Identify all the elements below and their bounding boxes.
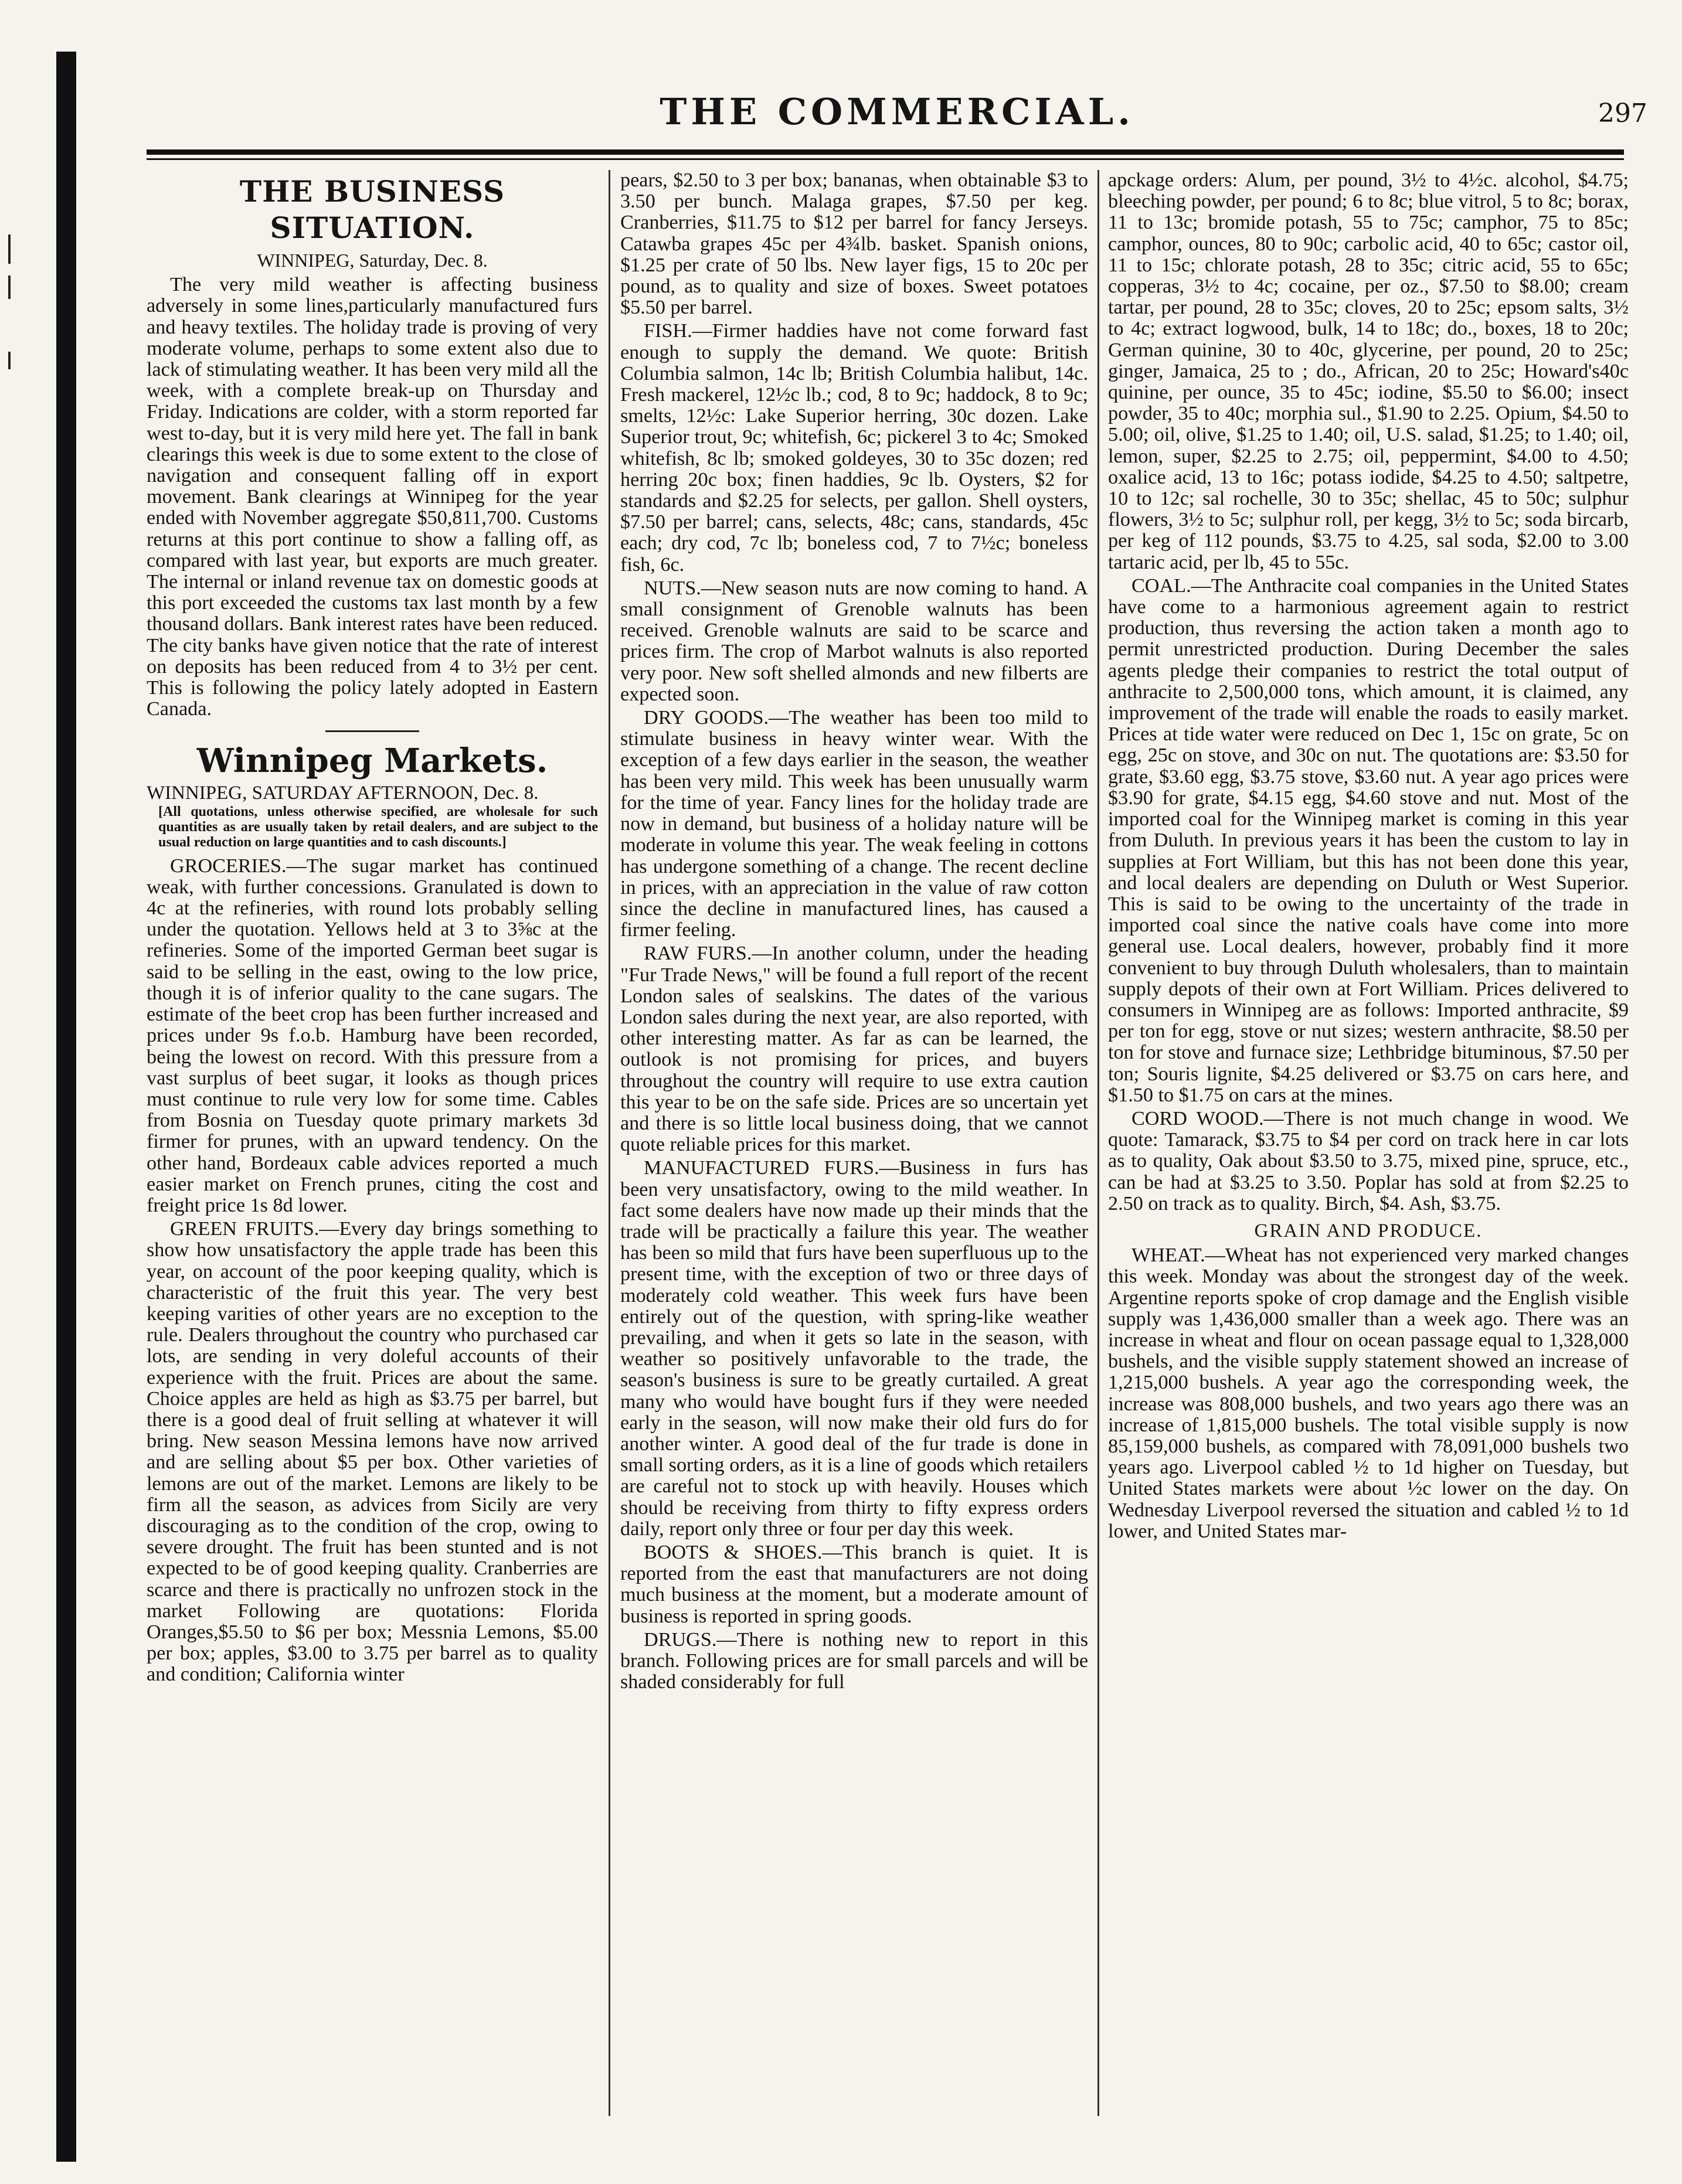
header-rule-thin bbox=[147, 158, 1624, 160]
margin-mark bbox=[8, 352, 11, 369]
dateline: WINNIPEG, Saturday, Dec. 8. bbox=[257, 250, 488, 271]
paragraph-raw-furs: RAW FURS.—In another column, under the heading "Fur Trade News," will be found a full report of the recent London sales of sealskins. The dates of the various London sales during the next year, are also reported, with other interesting matter. As far as can be learned, the outlook is not promising for prices, and buyers throughout the country will require to use extra caution this year to be on the safe side. Prices are so uncertain yet and there is so little local business doing, that we cannot quote reliable prices for this market. bbox=[620, 943, 1088, 1156]
page-number: 297 bbox=[1598, 98, 1647, 128]
paragraph-nuts: NUTS.—New season nuts are now coming to hand. A small consignment of Grenoble walnuts has been received. Grenoble walnuts are said to be scarce and prices firm. The crop of Marbot walnuts is also reported very poor. New soft shelled almonds and new filberts are expected soon. bbox=[620, 577, 1088, 705]
dateline: WINNIPEG, SATURDAY AFTERNOON, Dec. 8. bbox=[147, 783, 539, 804]
paragraph: The very mild weather is affecting business adversely in some lines,particularly manufactured furs and heavy textiles. The holiday trade is proving of very moderate volume, perhaps to some extent also due to lack of stimulating weather. It has been very mild all the week, with a complete break-up on Thursday and Friday. Indications are colder, with a storm reported far west to-day, but it is very mild here yet. The fall in bank clearings this week is due to some extent to the close of navigation and consequent falling off in export movement. Bank clearings at Winnipeg for the year ended with November aggregate $50,811,700. Customs returns at this port continue to show a falling off, as compared with last year, but exports are much greater. The internal or inland revenue tax on domestic goods at this port exceeded the customs tax last month by a few thousand dollars. Bank interest rates have been reduced. The city banks have given notice that the rate of interest on deposits has been reduced from 4 to 3½ per cent. This is following the policy lately adopted in Eastern Canada. bbox=[147, 274, 598, 720]
section-heading: GRAIN AND PRODUCE. bbox=[1254, 1220, 1483, 1241]
article-heading: THE BUSINESS SITUATION. bbox=[239, 174, 505, 245]
masthead bbox=[141, 88, 1653, 147]
paragraph-green-fruits: GREEN FRUITS.—Every day brings something to show how unsatisfactory the apple trade has been this year, on account of the poor keeping quality, which is characteristic of the fruit this year. The very best keeping varities of other years are no exception to the rule. Dealers throughout the country who purchased car lots, are sending in very doleful accounts of their experience with the fruit. Prices are about the same. Choice apples are held as high as $3.75 per barrel, but there is a good deal of fruit selling at whatever it will bring. New season Messina lemons have now arrived and are selling about $5 per box. Other varieties of lemons are out of the market. Lemons are likely to be firm all the season, as advices from Sicily are very discouraging as to the condition of the crop, owing to severe drought. The fruit has been stunted and is not expected to be of good keeping quality. Cranberries are scarce and there is practically no unfrozen stock in the market Following are quotations: Florida Oranges,$5.50 to $6 per box; Messnia Lemons, $5.00 per box; apples, $3.00 to 3.75 per barrel as to quality and condition; California winter bbox=[147, 1218, 598, 1686]
divider bbox=[325, 730, 419, 732]
binding-strip bbox=[56, 52, 76, 2162]
column-2 bbox=[620, 170, 1088, 2128]
article-heading: Winnipeg Markets. bbox=[196, 741, 548, 781]
paragraph-boots-shoes: BOOTS & SHOES.—This branch is quiet. It is reported from the east that manufacturers are not doing much business at the moment, but a moderate amount of business is reported in spring goods. bbox=[620, 1542, 1088, 1627]
column-rule bbox=[609, 170, 610, 2116]
paragraph-drugs: DRUGS.—There is nothing new to report in this branch. Following prices are for small parcels and will be shaded considerably for full bbox=[620, 1628, 1088, 1693]
paragraph: pears, $2.50 to 3 per box; bananas, when obtainable $3 to 3.50 per bunch. Malaga grapes, $7.50 per keg. Cranberries, $11.75 to $12 per barrel for fancy Jerseys. Catawba grapes 45c per 4¾lb. basket. Spanish onions, $1.25 per crate of 50 lbs. New layer figs, 15 to 20c per pound, as to quality and size of boxes. Sweet potatoes $5.50 per barrel. bbox=[620, 170, 1088, 319]
paragraph-groceries: GROCERIES.—The sugar market has continued weak, with further concessions. Granulated is down to 4c at the refineries, with round lots probably selling under the quotation. Yellows held at 3 to 3⅝c at the refineries. Some of the imported German beet sugar is said to be selling in the east, owing to the low price, though it is of inferior quality to the cane sugars. The estimate of the beet crop has been further increased and prices under 9s f.o.b. Hamburg have been recorded, being the lowest on record. With this pressure from a vast surplus of beet sugar, it looks as though prices must continue to rule very low for some time. Cables from Bosnia on Tuesday quote primary markets 3d firmer for prunes, with an upward tendency. On the other hand, Bordeaux cable advices reported a much easier market on French prunes, citing the cost and freight price 1s 8d lower. bbox=[147, 855, 598, 1216]
margin-mark bbox=[8, 234, 11, 264]
paragraph-fish: FISH.—Firmer haddies have not come forward fast enough to supply the demand. We quote: British Columbia salmon, 14c lb; British Columbia halibut, 14c. Fresh mackerel, 12½c lb.; cod, 8 to 9c; haddock, 8 to 9c; smelts, 12½c: Lake Superior herring, 30c dozen. Lake Superior trout, 9c; whitefish, 6c; pickerel 3 to 4c; Smoked whitefish, 8c lb; smoked goldeyes, 30 to 35c dozen; red herring 20c box; finen haddies, 9c lb. Oysters, $2 for standards and $2.25 for selects, per gallon. Shell oysters, $7.50 per barrel; cans, selects, 48c; cans, standards, 45c each; dry cod, 7c lb; boneless cod, 7 to 7½c; boneless fish, 6c. bbox=[620, 320, 1088, 576]
paragraph-coal: COAL.—The Anthracite coal companies in the United States have come to a harmonious agreement again to restrict production, thus reversing the action taken a month ago to permit unrestricted production. During December the sales agents pledge their companies to restrict the total output of anthracite to 2,500,000 tons, which amount, it is claimed, any improvement of the trade will enable the roads to easily market. Prices at tide water were reduced on Dec 1, 15c on grate, 5c on egg, 25c on stove, and 30c on nut. The quotations are: $3.50 for grate, $3.60 egg, $3.75 stove, $3.60 nut. A year ago prices were $3.90 for grate, $4.15 egg, $4.60 stove and nut. Most of the imported coal for the Winnipeg market is coming in this year from Duluth. In previous years it has been the custom to lay in supplies at Fort William, but this has not been done this year, and local dealers are depending on Duluth or West Superior. This is said to be owing to the uncertainty of the trade in imported coal since the native coals have come into more general use. Local dealers, however, probably find it more convenient to buy through Duluth wholesalers, than to maintain supply depots of their own at Fort William. Prices delivered to consumers in Winnipeg are as follows: Imported anthracite, $9 per ton for egg, stove or nut sizes; western anthracite, $8.50 per ton for stove and furnace size; Lethbridge bituminous, $7.50 per ton; Souris lignite, $4.25 delivered or $3.75 on cars here, and $1.50 to $1.75 on cars at the mines. bbox=[1108, 574, 1629, 1106]
column-rule bbox=[1097, 170, 1099, 2116]
paragraph-wheat: WHEAT.—Wheat has not experienced very marked changes this week. Monday was about the strongest day of the week. Argentine reports spoke of crop damage and the English visible supply was 1,436,000 smaller than a week ago. There was an increase in wheat and flour on ocean passage equal to 1,328,000 bushels, and the visible supply statement showed an increase of 1,215,000 bushels. A year ago the corresponding week, the increase was 808,000 bushels, and two years ago there was an increase of 1,815,000 bushels. The total visible supply is now 85,159,000 bushels, as compared with 78,091,000 bushels two years ago. Liverpool cabled ½ to 1d higher on Tuesday, but United States markets were about ½c lower on the day. On Wednesday Liverpool reversed the situation and cabled ½ to 1d lower, and United States mar- bbox=[1108, 1244, 1629, 1542]
column-1 bbox=[147, 170, 598, 2128]
paragraph-cord-wood: CORD WOOD.—There is not much change in wood. We quote: Tamarack, $3.75 to $4 per cord on track here in car lots as to quality, Oak about $3.50 to 3.75, mixed pine, spruce, etc., can be had at $3.25 to 3.50. Poplar has sold at from $2.25 to 2.50 on track as to quality. Birch, $4. Ash, $3.75. bbox=[1108, 1107, 1629, 1215]
margin-mark bbox=[8, 275, 11, 299]
paragraph: apckage orders: Alum, per pound, 3½ to 4½c. alcohol, $4.75; bleeching powder, per pound; 6 to 8c; blue vitrol, 5 to 8c; borax, 11 to 13c; bromide potash, 55 to 75c; camphor, 75 to 85c; camphor, ounces, 80 to 90c; carbolic acid, 40 to 65c; castor oil, 11 to 15c; chlorate potash, 28 to 35c; citric acid, 55 to 65c; copperas, 3½ to 4c; cocaine, per oz., $7.50 to $8.00; cream tartar, per pound, 28 to 35c; cloves, 20 to 25c; epsom salts, 3½ to 4c; extract logwood, bulk, 14 to 18c; do., boxes, 18 to 20c; German quinine, 30 to 40c, glycerine, per pound, 20 to 25c; ginger, Jamaica, 25 to ; do., African, 20 to 25c; Howard's40c quinine, per ounce, 35 to 45c; iodine, $5.50 to $6.00; insect powder, 35 to 40c; morphia sul., $1.90 to 2.25. Opium, $4.50 to 5.00; oil, olive, $1.25 to 1.40; oil, U.S. salad, $1.25; to 1.40; oil, lemon, super, $2.25 to 2.75; oil, peppermint, $4.00 to 4.50; oxalice acid, 13 to 16c; potass iodide, $4.25 to 4.50; saltpetre, 10 to 12c; sal rochelle, 30 to 35c; shellac, 45 to 50c; sulphur flowers, 3½ to 5c; sulphur roll, per kegg, 3½ to 5c; soda bircarb, per keg of 112 pounds, $3.75 to 4.25, sal soda, $2.00 to 3.00 tartaric acid, per lb, 45 to 55c. bbox=[1108, 170, 1629, 573]
header-rule bbox=[147, 149, 1624, 155]
column-3 bbox=[1108, 170, 1629, 2128]
paragraph-manufactured-furs: MANUFACTURED FURS.—Business in furs has been very unsatisfactory, owing to the mild weather. In fact some dealers have now made up their minds that the trade will be practically a failure this year. The weather has been so mild that furs have been superfluous up to the present time, with the exception of two or three days of moderately cold weather. This week furs have been entirely out of the question, with spring-like weather prevailing, and when it gets so late in the season, with weather so positively unfavorable to the trade, the season's business is sure to be greatly curtailed. A great many who would have bought furs if they were needed early in the season, will now make their old furs do for another winter. A good deal of the fur trade is done in small sorting orders, as it is a line of goods which retailers are careful not to stock up with heavily. Houses which should be receiving from thirty to fifty express orders daily, report only three or four per day this week. bbox=[620, 1157, 1088, 1540]
quotations-note: [All quotations, unless otherwise specified, are wholesale for such quantities as are usually taken by retail dealers, and are subject to the usual reduction on large quantities and to cash discounts.] bbox=[158, 804, 598, 850]
paragraph-dry-goods: DRY GOODS.—The weather has been too mild to stimulate business in heavy winter wear. With the exception of a few days earlier in the season, the weather has been very mild. This week has been unusually warm for the time of year. Fancy lines for the holiday trade are now in demand, but business of a holiday nature will be moderate in volume this year. The weak feeling in cottons has undergone something of a change. The recent decline in prices, with an appreciation in the value of raw cotton since the decline in manufactured lines, has caused a firmer feeling. bbox=[620, 707, 1088, 941]
publication-title: THE COMMERCIAL. bbox=[660, 90, 1134, 133]
